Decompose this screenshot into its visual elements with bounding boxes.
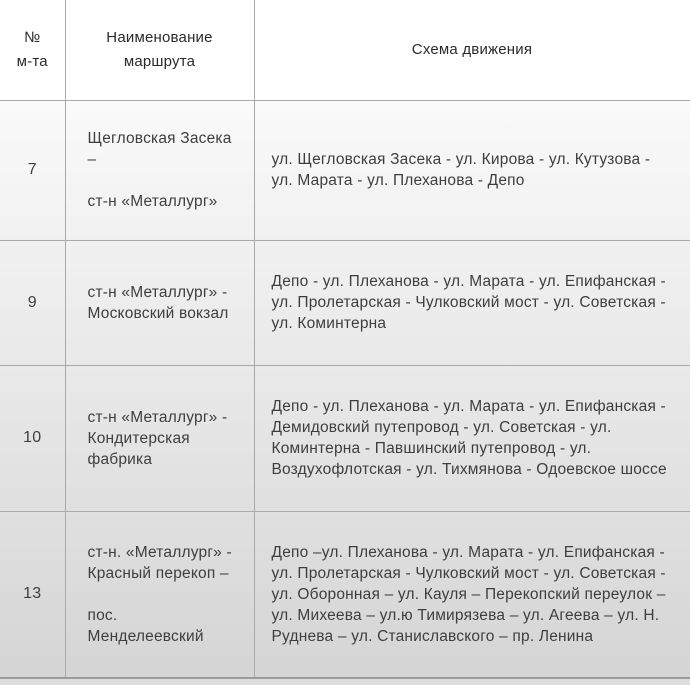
route-scheme-cell: Депо - ул. Плеханова - ул. Марата - ул. Епифанская - Демидовский путепровод - ул. Советская - ул. Коминтерна - Павшинский путепровод - ул. Воздухофлотская - ул. Тихмянова - Одоевское шоссе	[254, 365, 690, 511]
route-name-cell	[65, 100, 254, 240]
route-number-cell: 7	[0, 100, 65, 240]
route-name-line: –	[87, 151, 97, 168]
route-name-cell	[65, 365, 254, 511]
route-number-cell: 9	[0, 240, 65, 365]
table-row-route-9	[0, 240, 690, 365]
route-scheme-cell: Депо –ул. Плеханова - ул. Марата - ул. Епифанская - ул. Пролетарская - Чулковский мост - ул. Советская - ул. Оборонная – ул. Кауля – Перекопский переулок – ул. Михеева – ул.ю Тимирязева – ул. Агеева – ул. Н. Руднева – ул. Станиславского – пр. Ленина	[254, 511, 690, 678]
route-name-line	[88, 584, 246, 605]
route-number-cell: 13	[0, 511, 65, 678]
route-name-line: ст-н. «Металлург» -	[87, 543, 232, 561]
route-name-line: ст-н «Металлург» -	[87, 283, 228, 301]
header-cell-scheme: Схема движения	[254, 0, 690, 100]
route-number-cell: 10	[0, 365, 65, 511]
table-header	[0, 0, 690, 100]
route-name-line: Менделеевский	[87, 627, 204, 645]
route-name-line: ст-н «Металлург»	[87, 193, 218, 210]
route-name-line: ст-н «Металлург» -	[87, 408, 228, 426]
route-name-line: фабрика	[87, 450, 153, 468]
table-header-row	[0, 0, 690, 100]
route-name-cell	[65, 240, 254, 365]
route-name-cell	[65, 511, 254, 678]
route-scheme-cell: Депо - ул. Плеханова - ул. Марата - ул. Епифанская - ул. Пролетарская - Чулковский мост - ул. Советская - ул. Коминтерна	[254, 240, 690, 365]
header-route-number-line: м-та	[16, 52, 48, 70]
header-route-number-line: №	[24, 28, 41, 46]
route-scheme-cell: ул. Щегловская Засека - ул. Кирова - ул. Кутузова - ул. Марата - ул. Плеханова - Депо	[254, 100, 690, 240]
table-row-route-7	[0, 100, 690, 240]
table-body	[0, 100, 690, 678]
route-name-line: пос.	[87, 606, 118, 624]
route-name-line	[88, 170, 246, 191]
header-route-name-line: маршрута	[123, 52, 196, 70]
route-name-line: Московский вокзал	[87, 304, 229, 322]
header-cell-route-number	[0, 0, 65, 100]
route-name-line: Кондитерская	[87, 429, 190, 447]
route-name-line: Щегловская Засека	[87, 130, 232, 147]
table-row-route-13	[0, 511, 690, 678]
header-route-name-line: Наименование	[106, 28, 213, 46]
table-row-route-10	[0, 365, 690, 511]
route-name-line: Красный перекоп –	[87, 564, 229, 582]
header-cell-route-name	[65, 0, 254, 100]
